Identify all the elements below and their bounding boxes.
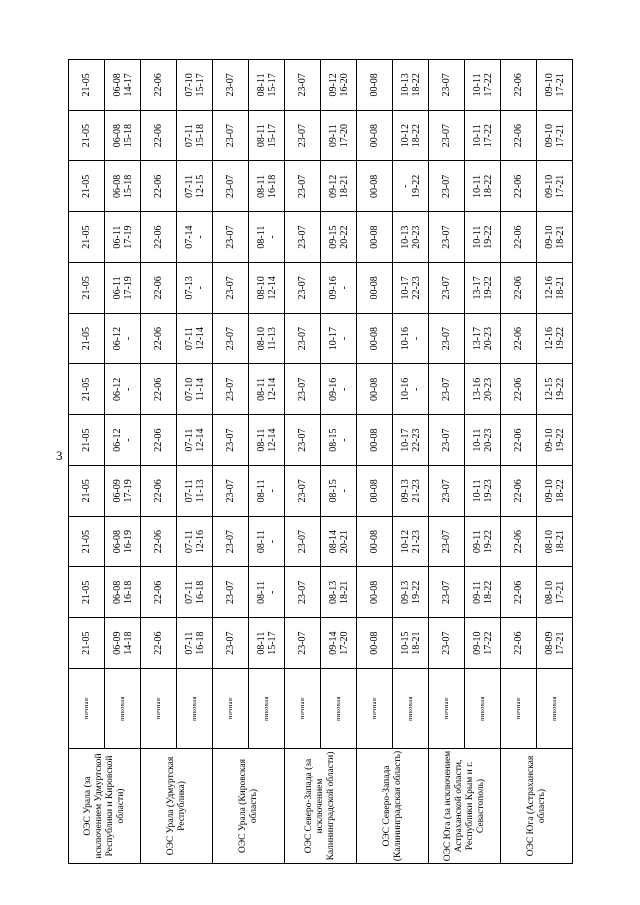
value-cell: 08-10 17-21 [537, 567, 573, 618]
value-cell: 23-07 [429, 567, 465, 618]
value-cell: 22-06 [141, 263, 177, 314]
value-cell: 22-06 [141, 212, 177, 263]
value-cell: 23-07 [285, 516, 321, 567]
mode-cell: пиковая [537, 669, 573, 749]
value-cell: 23-07 [213, 263, 249, 314]
mode-cell: пиковая [177, 669, 213, 749]
value-cell: 06-11 17-19 [105, 212, 141, 263]
value-cell: 07-11 15-18 [177, 110, 213, 161]
value-cell: 07-13 - [177, 263, 213, 314]
value-cell: 08-10 18-21 [537, 516, 573, 567]
value-cell: 10-11 17-22 [465, 60, 501, 111]
value-cell: 00-08 [357, 466, 393, 517]
mode-cell: ночная [429, 669, 465, 749]
table-row [105, 60, 141, 864]
table-row [141, 60, 177, 864]
table-row [249, 60, 285, 864]
region-cell: ОЭС Урала (Кировская область) [213, 749, 285, 864]
value-cell: 22-06 [501, 212, 537, 263]
mode-cell: ночная [357, 669, 393, 749]
value-cell: 10-16 - [393, 313, 429, 364]
value-cell: 10-17 22-23 [393, 263, 429, 314]
value-cell: 06-09 14-18 [105, 618, 141, 669]
table-row [501, 60, 537, 864]
value-cell: 10-13 20-23 [393, 212, 429, 263]
table-row [393, 60, 429, 864]
value-cell: 07-11 16-18 [177, 567, 213, 618]
value-cell: 09-16 - [321, 364, 357, 415]
value-cell: 23-07 [429, 263, 465, 314]
table-row [213, 60, 249, 864]
value-cell: 08-10 11-13 [249, 313, 285, 364]
value-cell: 10-17 - [321, 313, 357, 364]
value-cell: 22-06 [141, 567, 177, 618]
value-cell: 21-05 [69, 618, 105, 669]
table-row [321, 60, 357, 864]
value-cell: 23-07 [285, 161, 321, 212]
value-cell: 10-11 18-22 [465, 161, 501, 212]
value-cell: 22-06 [501, 364, 537, 415]
value-cell: 00-08 [357, 161, 393, 212]
value-cell: 23-07 [213, 212, 249, 263]
value-cell: 22-06 [141, 110, 177, 161]
value-cell: 09-16 - [321, 263, 357, 314]
value-cell: 08-09 17-21 [537, 618, 573, 669]
value-cell: 08-15 - [321, 415, 357, 466]
value-cell: 12-15 19-22 [537, 364, 573, 415]
mode-cell: пиковая [393, 669, 429, 749]
value-cell: 23-07 [429, 466, 465, 517]
value-cell: 08-11 12-14 [249, 364, 285, 415]
value-cell: 23-07 [285, 110, 321, 161]
value-cell: 07-11 12-14 [177, 415, 213, 466]
value-cell: 10-15 18-21 [393, 618, 429, 669]
value-cell: 22-06 [141, 161, 177, 212]
value-cell: 23-07 [285, 263, 321, 314]
value-cell: 23-07 [213, 313, 249, 364]
value-cell: 23-07 [213, 618, 249, 669]
value-cell: 22-06 [141, 415, 177, 466]
value-cell: 07-11 16-18 [177, 618, 213, 669]
value-cell: 08-11 15-17 [249, 60, 285, 111]
value-cell: 00-08 [357, 415, 393, 466]
value-cell: 23-07 [213, 516, 249, 567]
mode-cell: пиковая [465, 669, 501, 749]
value-cell: - 19-22 [393, 161, 429, 212]
value-cell: 09-12 16-20 [321, 60, 357, 111]
value-cell: 22-06 [501, 567, 537, 618]
value-cell: 22-06 [501, 466, 537, 517]
mode-cell: ночная [141, 669, 177, 749]
value-cell: 08-11 - [249, 212, 285, 263]
value-cell: 09-10 18-21 [537, 212, 573, 263]
value-cell: 12-16 18-21 [537, 263, 573, 314]
value-cell: 06-08 16-19 [105, 516, 141, 567]
value-cell: 07-11 12-16 [177, 516, 213, 567]
value-cell: 06-08 15-18 [105, 110, 141, 161]
value-cell: 21-05 [69, 110, 105, 161]
value-cell: 22-06 [501, 110, 537, 161]
value-cell: 22-06 [501, 161, 537, 212]
value-cell: 07-11 12-15 [177, 161, 213, 212]
table-row [357, 60, 393, 864]
value-cell: 22-06 [501, 60, 537, 111]
value-cell: 22-06 [501, 618, 537, 669]
value-cell: 08-10 12-14 [249, 263, 285, 314]
schedule-table-body [69, 60, 573, 864]
value-cell: 06-08 15-18 [105, 161, 141, 212]
value-cell: 07-11 11-13 [177, 466, 213, 517]
value-cell: 22-06 [501, 516, 537, 567]
value-cell: 00-08 [357, 212, 393, 263]
value-cell: 08-14 20-21 [321, 516, 357, 567]
region-cell: ОЭС Урала (Удмуртская Республика) [141, 749, 213, 864]
mode-cell: ночная [69, 669, 105, 749]
value-cell: 22-06 [141, 618, 177, 669]
value-cell: 09-12 18-21 [321, 161, 357, 212]
value-cell: 10-11 19-23 [465, 466, 501, 517]
value-cell: 22-06 [141, 364, 177, 415]
value-cell: 22-06 [501, 415, 537, 466]
value-cell: 09-15 20-22 [321, 212, 357, 263]
value-cell: 22-06 [141, 313, 177, 364]
value-cell: 07-10 11-14 [177, 364, 213, 415]
value-cell: 09-13 21-23 [393, 466, 429, 517]
value-cell: 13-17 19-22 [465, 263, 501, 314]
value-cell: 13-16 20-23 [465, 364, 501, 415]
table-row [537, 60, 573, 864]
value-cell: 22-06 [501, 263, 537, 314]
value-cell: 23-07 [213, 110, 249, 161]
table-row [465, 60, 501, 864]
value-cell: 00-08 [357, 364, 393, 415]
region-cell: ОЭС Северо-Запада (за исключением Калининградской области) [285, 749, 357, 864]
value-cell: 08-11 15-17 [249, 110, 285, 161]
value-cell: 23-07 [429, 618, 465, 669]
value-cell: 23-07 [285, 466, 321, 517]
value-cell: 13-17 20-23 [465, 313, 501, 364]
table-row [69, 60, 105, 864]
value-cell: 23-07 [213, 466, 249, 517]
value-cell: 09-13 19-22 [393, 567, 429, 618]
value-cell: 21-05 [69, 161, 105, 212]
value-cell: 07-14 - [177, 212, 213, 263]
region-cell: ОЭС Юга (за исключением Астраханской области, Республики Крым и г. Севастополь) [429, 749, 501, 864]
value-cell: 00-08 [357, 60, 393, 111]
region-cell: ОЭС Юга (Астраханская область) [501, 749, 573, 864]
value-cell: 10-12 18-22 [393, 110, 429, 161]
value-cell: 21-05 [69, 313, 105, 364]
value-cell: 23-07 [285, 618, 321, 669]
value-cell: 09-10 17-21 [537, 161, 573, 212]
value-cell: 21-05 [69, 364, 105, 415]
value-cell: 23-07 [429, 415, 465, 466]
mode-cell: пиковая [321, 669, 357, 749]
value-cell: 10-11 17-22 [465, 110, 501, 161]
value-cell: 23-07 [285, 313, 321, 364]
value-cell: 00-08 [357, 567, 393, 618]
value-cell: 07-10 15-17 [177, 60, 213, 111]
value-cell: 23-07 [285, 60, 321, 111]
page-number: 3 [56, 448, 63, 463]
value-cell: 10-17 22-23 [393, 415, 429, 466]
value-cell: 00-08 [357, 516, 393, 567]
value-cell: 09-11 19-22 [465, 516, 501, 567]
value-cell: 09-10 17-22 [465, 618, 501, 669]
value-cell: 22-06 [141, 60, 177, 111]
value-cell: 23-07 [429, 212, 465, 263]
value-cell: 22-06 [141, 516, 177, 567]
value-cell: 06-09 17-19 [105, 466, 141, 517]
value-cell: 00-08 [357, 263, 393, 314]
value-cell: 08-11 - [249, 516, 285, 567]
value-cell: 09-10 18-22 [537, 466, 573, 517]
value-cell: 00-08 [357, 618, 393, 669]
value-cell: 09-14 17-20 [321, 618, 357, 669]
value-cell: 21-05 [69, 263, 105, 314]
value-cell: 08-11 15-17 [249, 618, 285, 669]
value-cell: 08-11 - [249, 567, 285, 618]
value-cell: 23-07 [285, 212, 321, 263]
value-cell: 23-07 [213, 161, 249, 212]
value-cell: 10-12 21-23 [393, 516, 429, 567]
value-cell: 07-11 12-14 [177, 313, 213, 364]
value-cell: 21-05 [69, 516, 105, 567]
value-cell: 10-11 20-23 [465, 415, 501, 466]
value-cell: 23-07 [213, 364, 249, 415]
region-cell: ОЭС Северо-Запада (Калининградская область) [357, 749, 429, 864]
mode-cell: ночная [285, 669, 321, 749]
table-row [177, 60, 213, 864]
table-row [285, 60, 321, 864]
value-cell: 09-11 18-22 [465, 567, 501, 618]
value-cell: 23-07 [429, 110, 465, 161]
value-cell: 22-06 [141, 466, 177, 517]
value-cell: 10-13 18-22 [393, 60, 429, 111]
value-cell: 23-07 [213, 567, 249, 618]
value-cell: 23-07 [429, 364, 465, 415]
value-cell: 23-07 [285, 567, 321, 618]
value-cell: 09-10 17-21 [537, 60, 573, 111]
value-cell: 10-16 - [393, 364, 429, 415]
value-cell: 08-15 - [321, 466, 357, 517]
value-cell: 22-06 [501, 313, 537, 364]
value-cell: 00-08 [357, 110, 393, 161]
value-cell: 21-05 [69, 212, 105, 263]
mode-cell: пиковая [249, 669, 285, 749]
value-cell: 21-05 [69, 567, 105, 618]
value-cell: 09-11 17-20 [321, 110, 357, 161]
value-cell: 09-10 19-22 [537, 415, 573, 466]
value-cell: 23-07 [285, 364, 321, 415]
schedule-table [68, 59, 573, 864]
value-cell: 23-07 [429, 161, 465, 212]
value-cell: 12-16 19-22 [537, 313, 573, 364]
value-cell: 08-13 18-21 [321, 567, 357, 618]
value-cell: 21-05 [69, 415, 105, 466]
value-cell: 08-11 - [249, 466, 285, 517]
mode-cell: ночная [501, 669, 537, 749]
value-cell: 06-12 - [105, 364, 141, 415]
value-cell: 23-07 [285, 415, 321, 466]
value-cell: 21-05 [69, 466, 105, 517]
value-cell: 06-08 14-17 [105, 60, 141, 111]
value-cell: 23-07 [429, 516, 465, 567]
value-cell: 06-12 - [105, 415, 141, 466]
value-cell: 00-08 [357, 313, 393, 364]
region-cell: ОЭС Урала (за исключением Удмуртской Республики и Кировской области) [69, 749, 141, 864]
value-cell: 23-07 [429, 313, 465, 364]
value-cell: 21-05 [69, 60, 105, 111]
value-cell: 08-11 16-18 [249, 161, 285, 212]
value-cell: 09-10 17-21 [537, 110, 573, 161]
value-cell: 08-11 12-14 [249, 415, 285, 466]
value-cell: 06-11 17-19 [105, 263, 141, 314]
value-cell: 23-07 [213, 415, 249, 466]
value-cell: 06-12 - [105, 313, 141, 364]
value-cell: 10-11 19-22 [465, 212, 501, 263]
mode-cell: пиковая [105, 669, 141, 749]
value-cell: 23-07 [429, 60, 465, 111]
table-row [429, 60, 465, 864]
value-cell: 06-08 16-18 [105, 567, 141, 618]
mode-cell: ночная [213, 669, 249, 749]
value-cell: 23-07 [213, 60, 249, 111]
